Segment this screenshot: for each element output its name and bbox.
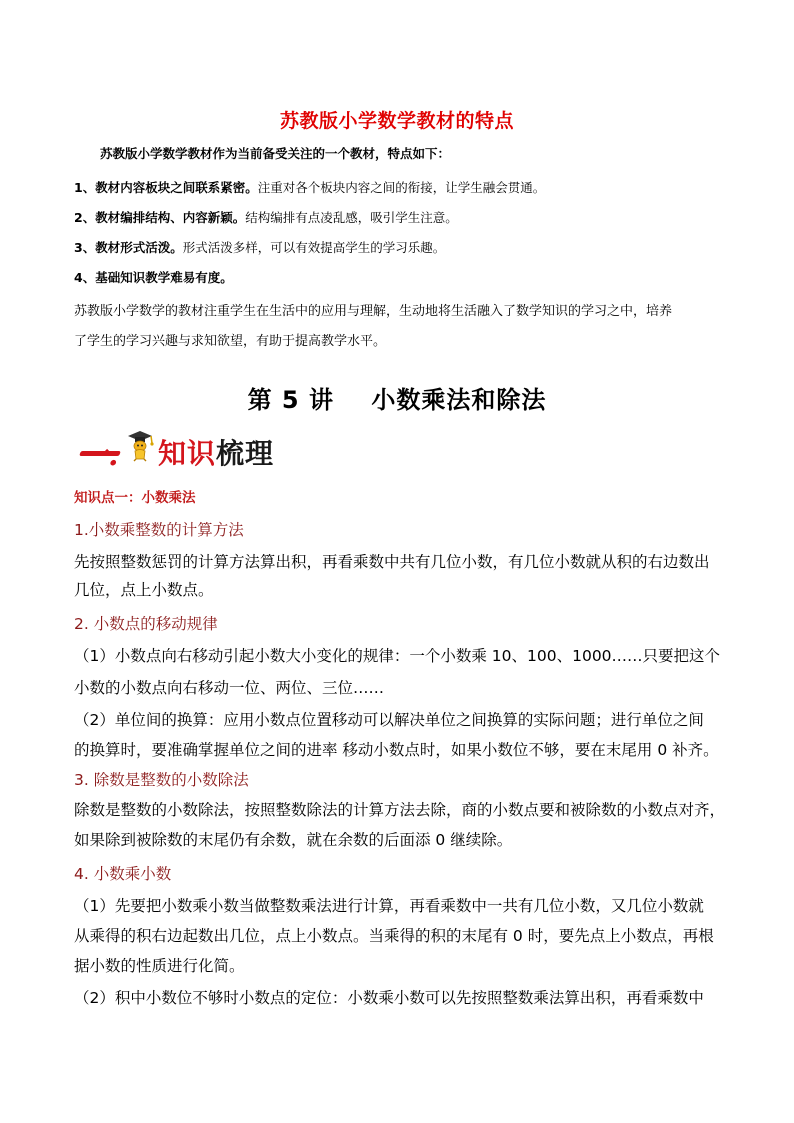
- intro-point-2-text: 结构编排有点凌乱感，吸引学生注意。: [245, 210, 458, 225]
- body-line: 先按照整数惩罚的计算方法算出积，再看乘数中共有几位小数，有几位小数就从积的右边数出: [74, 553, 710, 571]
- intro-title: 苏教版小学数学教材的特点: [279, 110, 514, 132]
- body-line: （1）小数点向右移动引起小数大小变化的规律：一个小数乘 10、100、1000……只要把这个: [74, 647, 721, 665]
- body-line: 的换算时，要准确掌握单位之间的进率 移动小数点时，如果小数位不够，要在末尾用 0 补齐。: [74, 741, 719, 759]
- section-number: 一.: [78, 438, 119, 473]
- body-line: 据小数的性质进行化简。: [74, 957, 245, 975]
- section-title: [158, 432, 274, 472]
- intro-point-3-text: 形式活泼多样，可以有效提高学生的学习乐趣。: [182, 240, 446, 255]
- intro-point-4-bold: 4、基础知识教学难易有度。: [74, 270, 233, 285]
- intro-paragraph-line-2: 了学生的学习兴趣与求知欲望，有助于提高教学水平。: [74, 334, 387, 349]
- body-line: （2）单位间的换算：应用小数点位置移动可以解决单位之间换算的实际问题；进行单位之间: [74, 711, 704, 729]
- knowledge-point-title: 知识点一：小数乘法: [74, 490, 196, 506]
- graduation-figure-icon: [124, 428, 156, 462]
- body-line: 从乘得的积右边起数出几位，点上小数点。当乘得的积的末尾有 0 时，要先点上小数点，再根: [74, 927, 714, 945]
- intro-point-2-bold: 2、教材编排结构、内容新颖。: [74, 210, 246, 225]
- intro-point-1-text: 注重对各个板块内容之间的衔接，让学生融会贯通。: [257, 180, 546, 195]
- intro-point-1: [74, 178, 545, 196]
- body-line: 除数是整数的小数除法，按照整数除法的计算方法去除，商的小数点要和被除数的小数点对齐，: [74, 801, 726, 819]
- intro-lead: 苏教版小学数学教材作为当前备受关注的一个教材，特点如下：: [100, 146, 451, 161]
- body-line: 小数的小数点向右移动一位、两位、三位……: [74, 679, 385, 697]
- body-line: 如果除到被除数的末尾仍有余数，就在余数的后面添 0 继续除。: [74, 831, 513, 849]
- subheading-1: 1.小数乘整数的计算方法: [74, 521, 244, 539]
- intro-paragraph-line-1: 苏教版小学数学的教材注重学生在生活中的应用与理解，生动地将生活融入了数学知识的学习之中，培养: [74, 304, 673, 319]
- subheading-4: 4. 小数乘小数: [74, 865, 172, 883]
- subheading-3: 3. 除数是整数的小数除法: [74, 771, 249, 789]
- intro-point-4: [74, 268, 233, 286]
- section-heading: [74, 426, 314, 473]
- section-title-black: 梳理: [216, 437, 275, 470]
- lecture-title: [0, 380, 794, 415]
- body-line: 几位，点上小数点。: [74, 581, 214, 599]
- section-title-red: 知识: [158, 437, 217, 470]
- intro-point-2: [74, 208, 458, 226]
- lecture-title-text: 第 5 讲 小数乘法和除法: [247, 386, 547, 414]
- body-line: （1）先要把小数乘小数当做整数乘法进行计算，再看乘数中一共有几位小数，又几位小数就: [74, 897, 704, 915]
- intro-point-3: [74, 238, 445, 256]
- intro-point-3-bold: 3、教材形式活泼。: [74, 240, 183, 255]
- intro-point-1-bold: 1、教材内容板块之间联系紧密。: [74, 180, 258, 195]
- body-line: （2）积中小数位不够时小数点的定位：小数乘小数可以先按照整数乘法算出积，再看乘数中: [74, 989, 704, 1007]
- subheading-2: 2. 小数点的移动规律: [74, 615, 218, 633]
